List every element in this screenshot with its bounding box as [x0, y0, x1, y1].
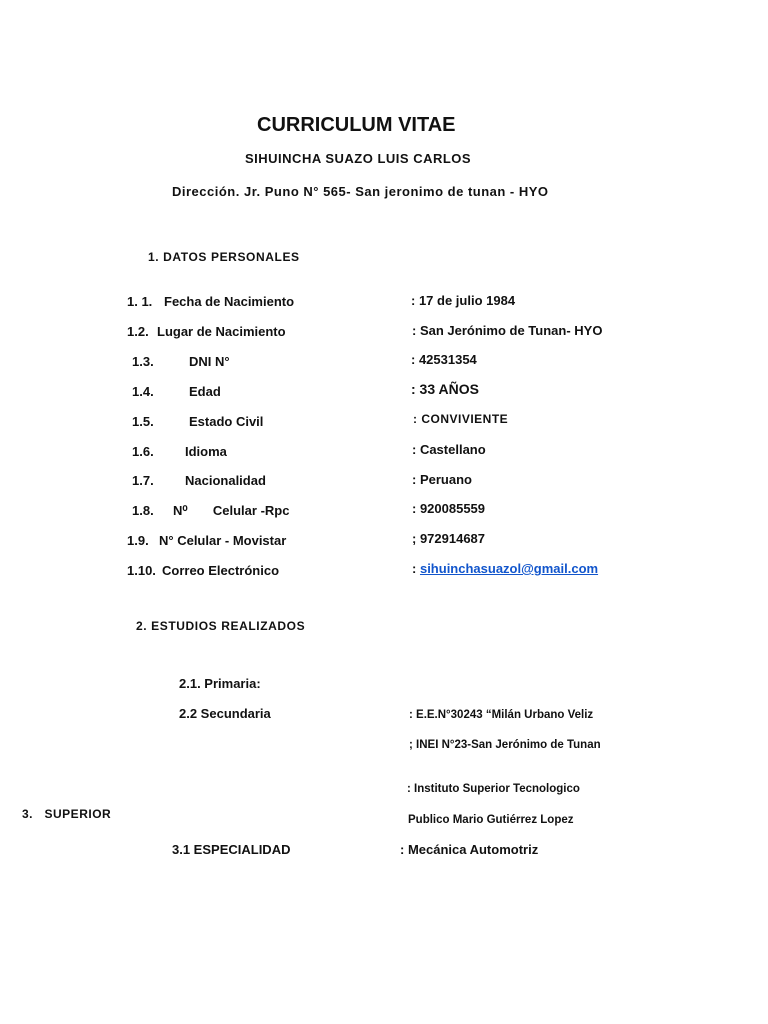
row-num: 1.4. — [132, 384, 154, 399]
secundaria-value: ; INEI N°23-San Jerónimo de Tunan — [409, 739, 601, 751]
document-title: CURRICULUM VITAE — [257, 114, 456, 136]
row-label: Lugar de Nacimiento — [157, 324, 286, 339]
row-value: : 33 AÑOS — [411, 381, 479, 397]
secundaria-label: 2.2 Secundaria — [179, 706, 271, 721]
especialidad-value: : Mecánica Automotriz — [400, 842, 539, 857]
row-label: Idioma — [185, 444, 227, 459]
email-row-value — [412, 561, 598, 576]
row-num: 1.2. — [127, 324, 149, 339]
row-value: : 920085559 — [412, 501, 486, 516]
value-separator: : — [412, 561, 417, 576]
row-label: N⁰ Celular -Rpc — [173, 503, 290, 518]
institution-line1: : Instituto Superior Tecnologico — [407, 783, 580, 795]
row-num: 1.6. — [132, 444, 154, 459]
row-num: 1.3. — [132, 354, 154, 369]
section-heading-personal: 1. DATOS PERSONALES — [148, 250, 300, 264]
address-line: Dirección. Jr. Puno N° 565- San jeronimo de tunan - HYO — [172, 184, 549, 199]
email-link[interactable]: sihuinchasuazol@gmail.com — [419, 561, 599, 576]
row-num: 1. 1. — [127, 294, 153, 309]
row-value: : San Jerónimo de Tunan- HYO — [412, 323, 603, 338]
row-value: : 17 de julio 1984 — [411, 293, 516, 308]
row-num: 1.5. — [132, 414, 154, 429]
row-value: : CONVIVIENTE — [413, 412, 509, 426]
row-label: Nacionalidad — [185, 473, 266, 488]
person-name: SIHUINCHA SUAZO LUIS CARLOS — [245, 151, 472, 166]
row-label: Correo Electrónico — [162, 563, 280, 578]
row-value: : Castellano — [412, 442, 486, 457]
row-value: : 42531354 — [411, 352, 477, 367]
row-label: Estado Civil — [189, 414, 264, 429]
row-value: ; 972914687 — [412, 531, 486, 546]
primaria-value: : E.E.N°30243 “Milán Urbano Veliz — [409, 709, 594, 721]
row-num: 1.10. — [127, 563, 156, 578]
row-num: 1.7. — [132, 473, 154, 488]
row-label: N° Celular - Movistar — [159, 533, 287, 548]
primaria-label: 2.1. Primaria: — [179, 676, 261, 691]
section-heading-superior: 3. SUPERIOR — [22, 807, 112, 821]
row-num: 1.8. — [132, 503, 154, 518]
section-heading-studies: 2. ESTUDIOS REALIZADOS — [136, 619, 306, 633]
institution-line2: Publico Mario Gutiérrez Lopez — [408, 814, 574, 826]
row-label: Fecha de Nacimiento — [164, 294, 295, 309]
row-label: Edad — [189, 384, 221, 399]
row-num: 1.9. — [127, 533, 149, 548]
row-value: : Peruano — [412, 472, 472, 487]
row-label: DNI N° — [189, 354, 230, 369]
especialidad-label: 3.1 ESPECIALIDAD — [172, 842, 291, 857]
